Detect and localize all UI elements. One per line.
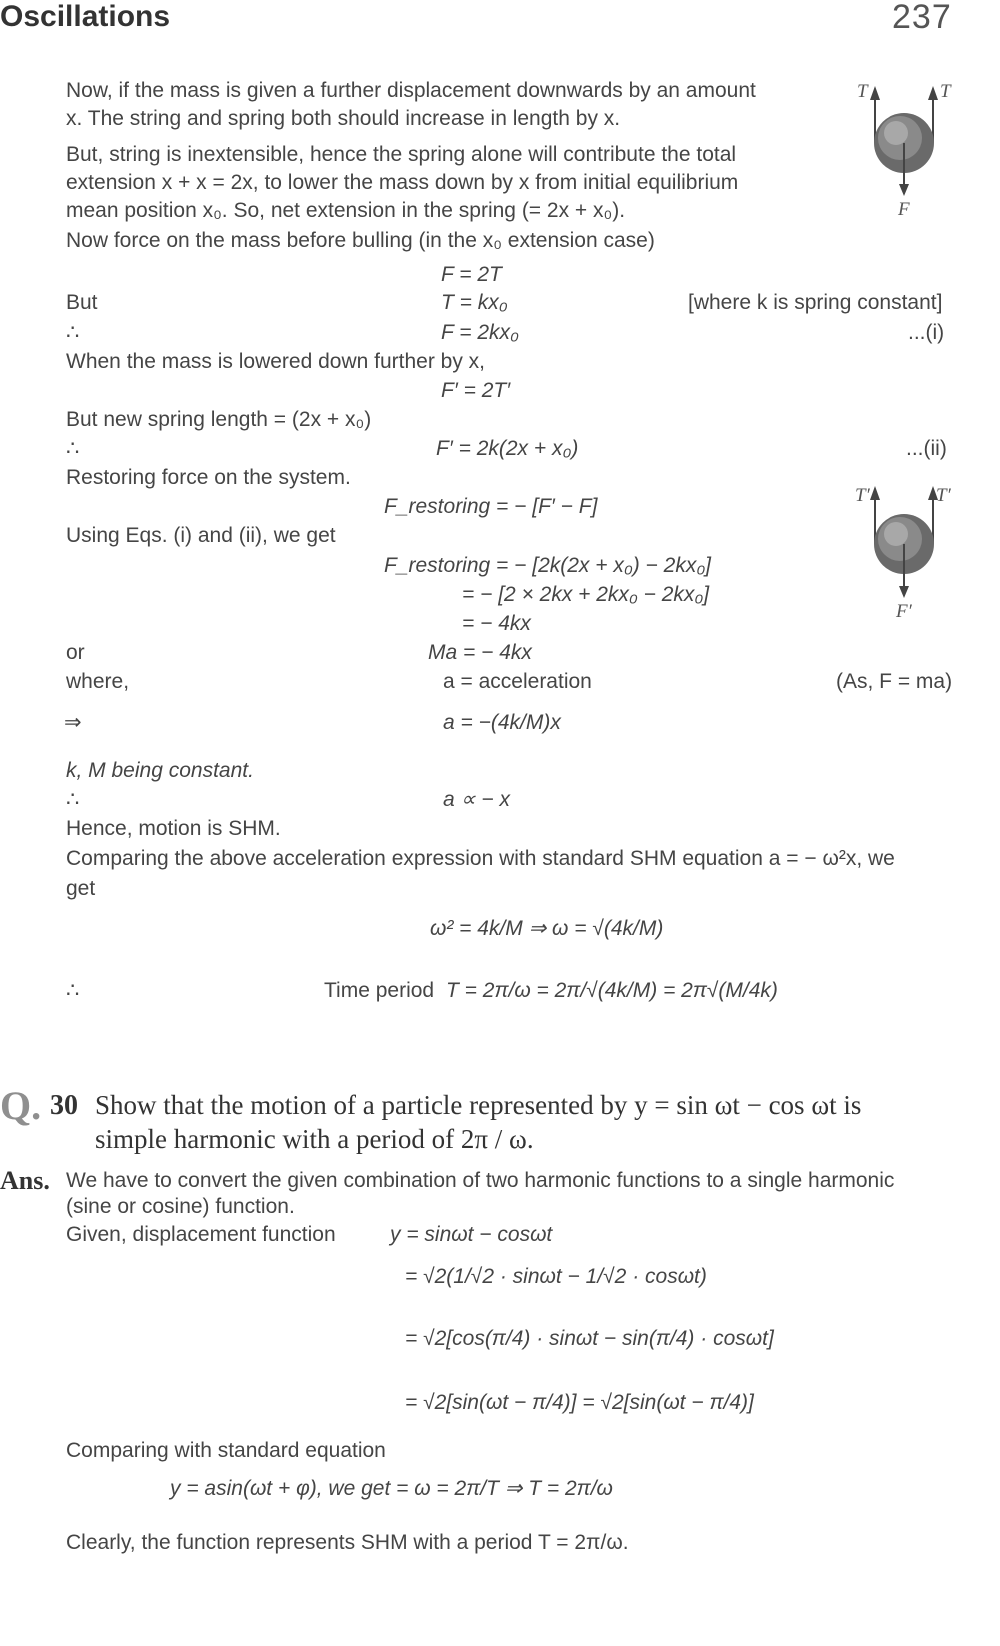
text-hence-shm: Hence, motion is SHM. <box>66 817 281 840</box>
text-using-eqs: Using Eqs. (i) and (ii), we get <box>66 524 336 547</box>
answer-line-1: We have to convert the given combination of two harmonic functions to a single harmonic <box>66 1169 895 1192</box>
eq-a-acceleration: a = acceleration <box>443 670 592 693</box>
implies-symbol: ⇒ <box>64 711 82 734</box>
answer-label: Ans. <box>0 1166 50 1195</box>
text-constant: k, M being constant. <box>66 759 254 782</box>
fig2-tension-right: T′ <box>936 485 951 506</box>
eq-proportional: a ∝ − x <box>443 788 510 811</box>
text-compare-standard: Comparing with standard equation <box>66 1439 386 1462</box>
therefore-symbol-2: ∴ <box>66 437 80 460</box>
eq-ma: Ma = − 4kx <box>428 641 532 664</box>
eq-omega: ω² = 4k/M ⇒ ω = √(4k/M) <box>430 917 664 940</box>
therefore-symbol-3: ∴ <box>66 788 80 811</box>
eq-f-restoring-4: = − 4kx <box>462 612 531 635</box>
eq-f-2t: F = 2T <box>441 263 502 286</box>
text-given: Given, displacement function <box>66 1223 336 1246</box>
para-line-1: Now, if the mass is given a further displacement downwards by an amount <box>66 79 756 102</box>
text-restoring: Restoring force on the system. <box>66 466 351 489</box>
question-mark-icon: Q. <box>0 1083 42 1128</box>
fig1-tension-left: T <box>857 81 868 102</box>
text-conclusion: Clearly, the function represents SHM with a period T = 2π/ω. <box>66 1531 629 1554</box>
para-line-4: extension x + x = 2x, to lower the mass down by x from initial equilibrium <box>66 171 739 194</box>
chapter-title: Oscillations <box>0 0 171 33</box>
eq-time-period: T = 2π/ω = 2π/√(4k/M) = 2π√(M/4k) <box>446 979 778 1002</box>
eq-y-2: = √2(1/√2 · sinωt − 1/√2 · cosωt) <box>405 1265 707 1288</box>
fig1-tension-right: T <box>940 81 951 102</box>
label-or: or <box>66 641 85 664</box>
text-compare-1: Comparing the above acceleration expression with standard SHM equation a = − ω²x, we <box>66 847 895 870</box>
eq-f-restoring: F_restoring = − [F′ − F] <box>384 495 598 518</box>
eq-tag-ii: ...(ii) <box>906 437 947 460</box>
eq-f-restoring-2: F_restoring = − [2k(2x + x₀) − 2kx₀] <box>384 554 711 577</box>
text-new-length: But new spring length = (2x + x₀) <box>66 408 372 431</box>
therefore-symbol: ∴ <box>66 321 80 344</box>
eq-y-1: y = sinωt − cosωt <box>390 1223 553 1246</box>
label-but: But <box>66 291 98 314</box>
fig2-tension-left: T′ <box>855 485 870 506</box>
eq-f-2kx0: F = 2kx₀ <box>441 321 519 344</box>
para-line-6: Now force on the mass before bulling (in the x₀ extension case) <box>66 229 655 252</box>
eq-fprime-2: F′ = 2k(2x + x₀) <box>436 437 579 460</box>
eq-a-4k-m: a = −(4k/M)x <box>443 711 561 734</box>
text-compare-2: get <box>66 877 96 900</box>
eq-y-3: = √2[cos(π/4) · sinωt − sin(π/4) · cosωt] <box>405 1327 774 1350</box>
question-line-2: simple harmonic with a period of 2π / ω. <box>95 1124 534 1154</box>
fig1-force: F <box>898 199 910 220</box>
eq-f-restoring-3: = − [2 × 2kx + 2kx₀ − 2kx₀] <box>462 583 710 606</box>
question-line-1: Show that the motion of a particle represented by y = sin ωt − cos ωt is <box>95 1090 862 1120</box>
fig2-force: F′ <box>896 601 912 622</box>
therefore-symbol-4: ∴ <box>66 979 80 1002</box>
para-line-2: x. The string and spring both should increase in length by x. <box>66 107 621 130</box>
question-number: 30 <box>50 1090 78 1121</box>
eq-t-kx0: T = kx₀ <box>441 291 508 314</box>
note-spring-constant: [where k is spring constant] <box>688 291 943 314</box>
page-number: 237 <box>892 0 952 36</box>
eq-y-4: = √2[sin(ωt − π/4)] = √2[sin(ωt − π/4)] <box>405 1391 754 1414</box>
answer-line-2: (sine or cosine) function. <box>66 1195 295 1218</box>
label-where: where, <box>66 670 130 693</box>
para-line-3: But, string is inextensible, hence the spring alone will contribute the total <box>66 143 737 166</box>
eq-tag-i: ...(i) <box>908 321 945 344</box>
note-f-ma: (As, F = ma) <box>836 670 953 693</box>
eq-standard: y = asin(ωt + φ), we get = ω = 2π/T ⇒ T = 2π/ω <box>170 1477 613 1500</box>
text-lowered: When the mass is lowered down further by x, <box>66 350 486 373</box>
eq-fprime: F′ = 2T′ <box>441 379 511 402</box>
label-time-period: Time period <box>324 979 435 1002</box>
para-line-5: mean position x₀. So, net extension in the spring (= 2x + x₀). <box>66 199 626 222</box>
